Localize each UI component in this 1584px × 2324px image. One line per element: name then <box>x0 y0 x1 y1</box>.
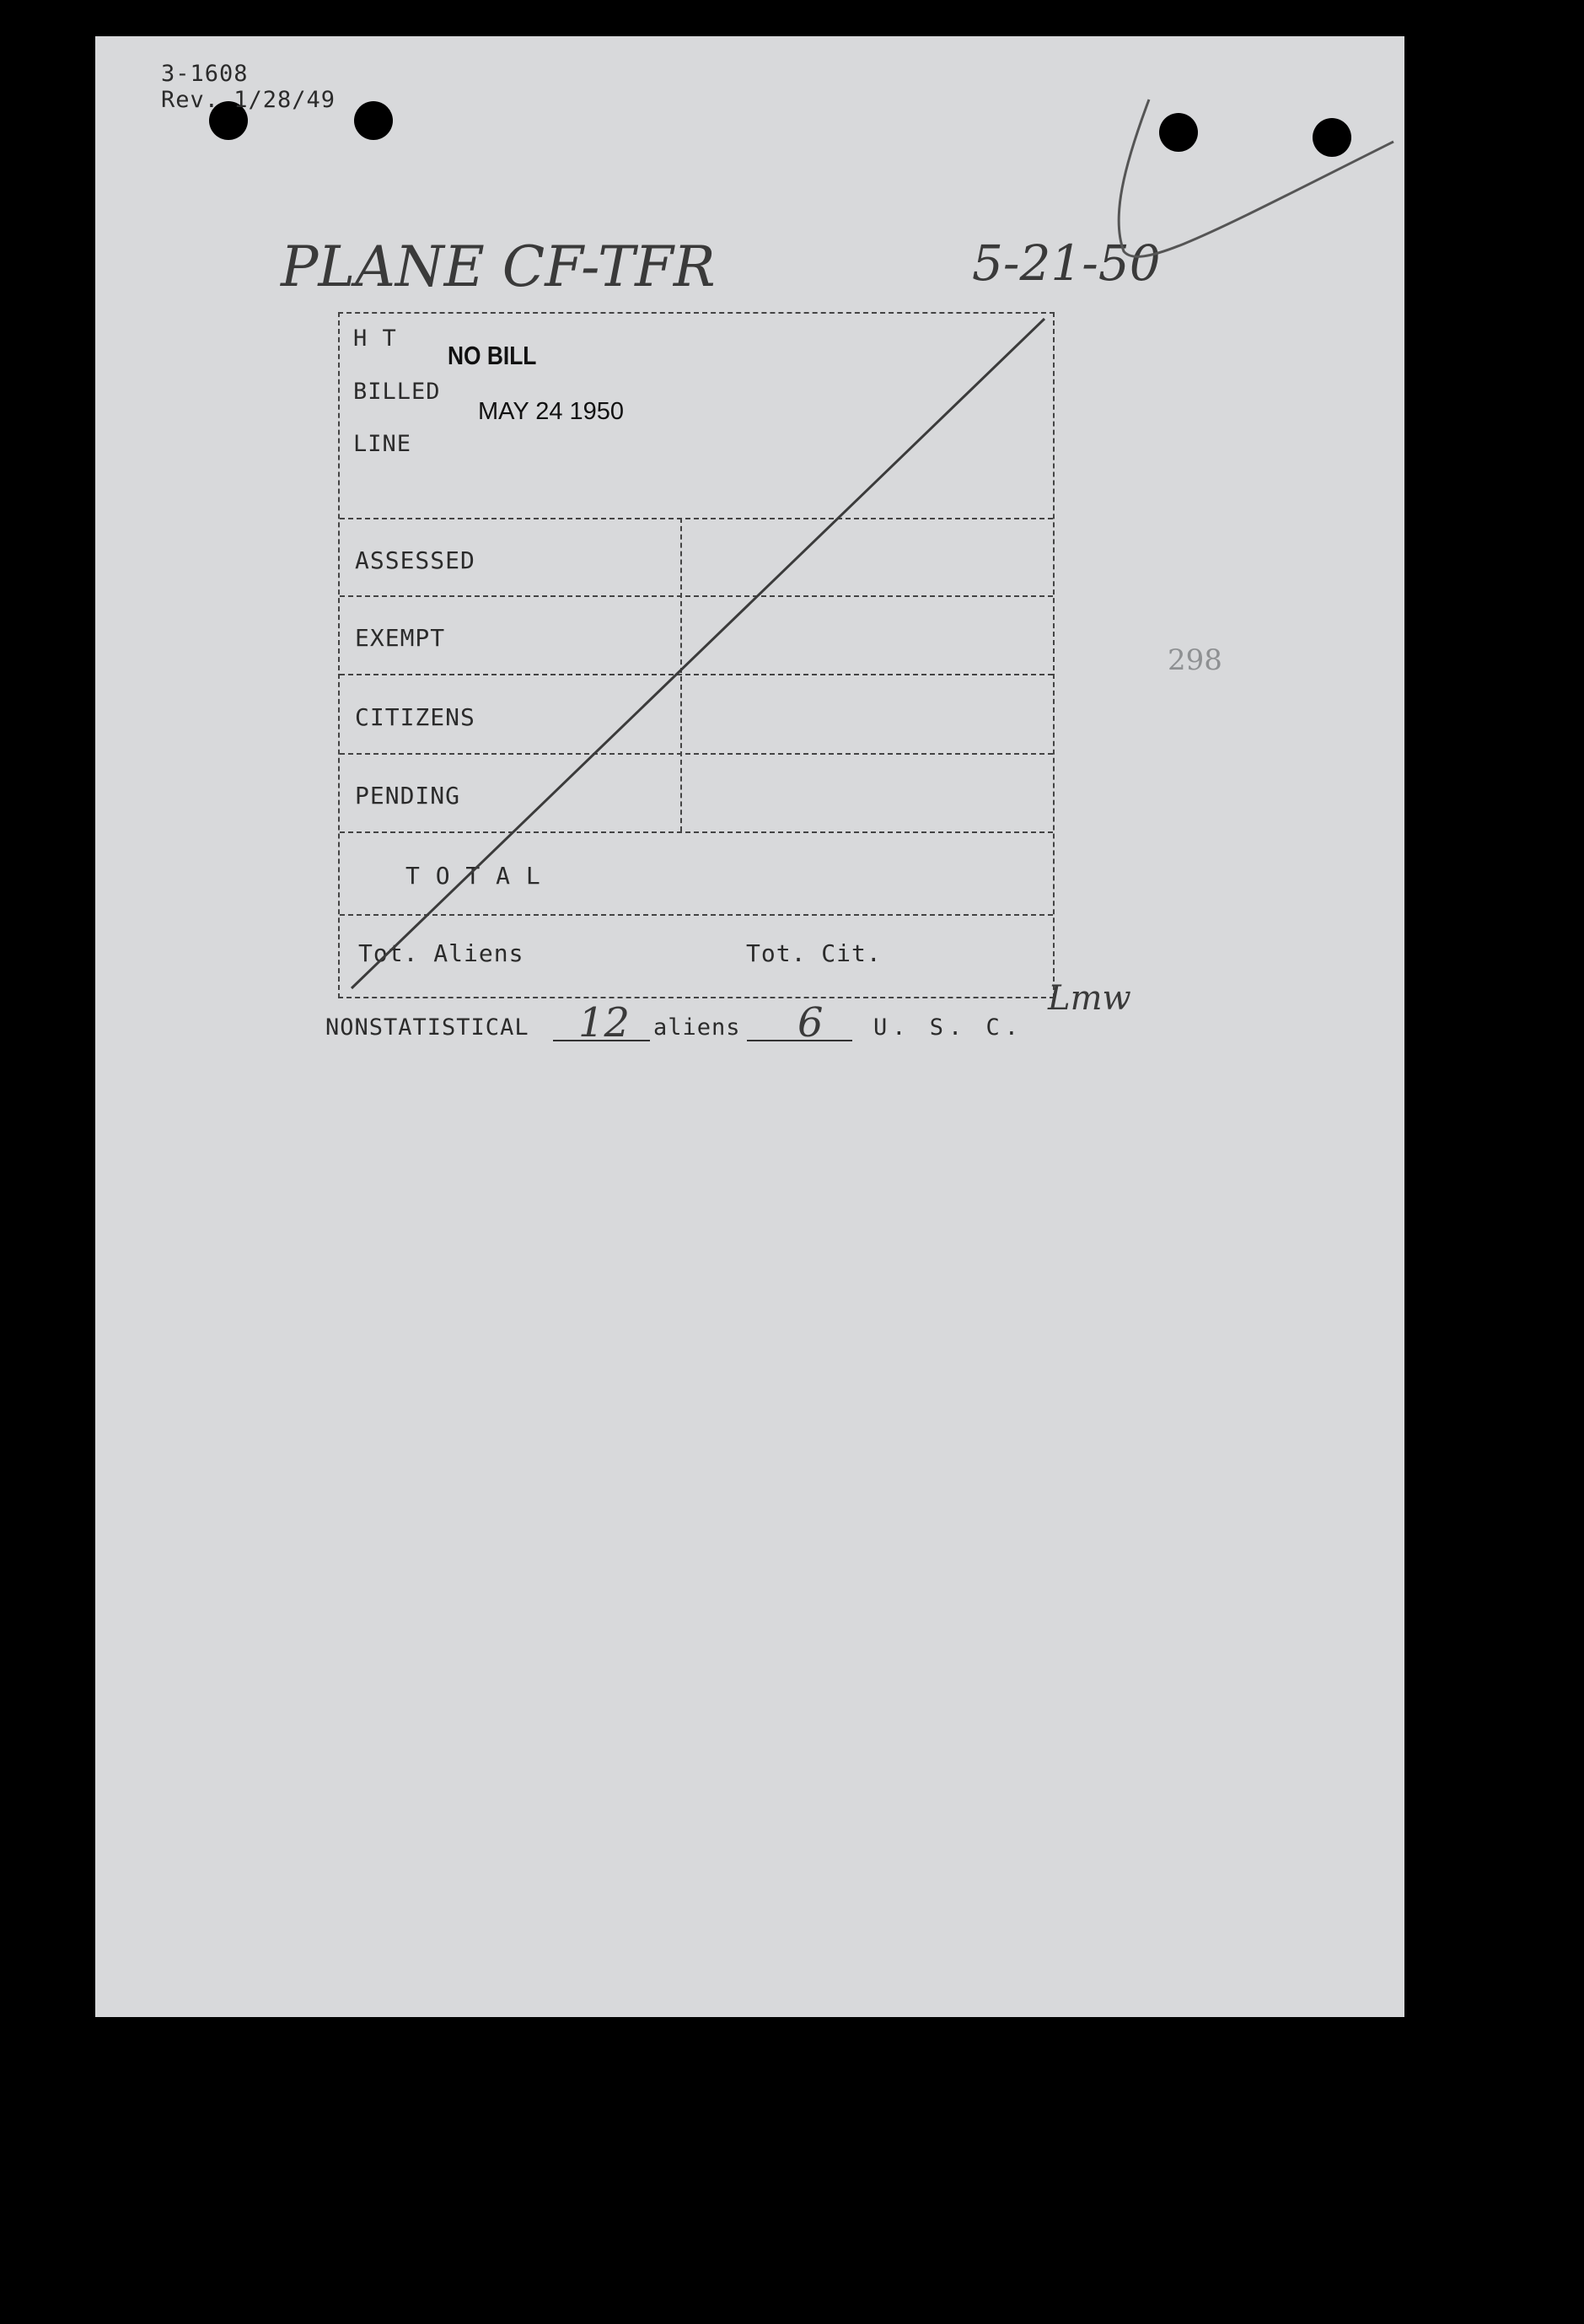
handwritten-initials: Lmw <box>1048 979 1131 1018</box>
handwritten-heading: PLANE CF-TFR <box>281 234 716 299</box>
check-mark-icon <box>1107 83 1410 277</box>
punch-hole-left-2 <box>354 101 393 140</box>
no-bill-stamp: NO BILL <box>448 341 537 370</box>
nonstatistical-line <box>325 999 1084 1050</box>
aliens-word: aliens <box>653 1014 741 1041</box>
form-revision: Rev. 1/28/49 <box>161 87 336 113</box>
page-number: 298 <box>1168 643 1222 677</box>
total-citizens-label: Tot. Cit. <box>746 939 882 967</box>
form-number: 3-1608 <box>161 61 249 87</box>
aliens-count: 12 <box>578 999 631 1046</box>
total-aliens-label: Tot. Aliens <box>358 939 524 967</box>
form-table <box>338 312 1055 998</box>
line-label: LINE <box>353 431 412 457</box>
row-exempt-label: EXEMPT <box>355 624 446 652</box>
total-label: T O T A L <box>405 862 541 890</box>
handwritten-date: 5-21-50 <box>972 234 1161 292</box>
nonstatistical-prefix: NONSTATISTICAL <box>325 1014 529 1041</box>
row-pending-label: PENDING <box>355 782 461 810</box>
billed-label: BILLED <box>353 379 441 405</box>
stamp-date: MAY 24 1950 <box>478 398 625 425</box>
strike-through-line <box>340 314 1053 997</box>
row-citizens-label: CITIZENS <box>355 703 475 731</box>
ht-label: H T <box>353 325 397 352</box>
row-assessed-label: ASSESSED <box>355 546 475 574</box>
citizens-count: 6 <box>797 999 824 1046</box>
document-page <box>95 36 1404 2017</box>
usc-label: U. S. C. <box>873 1014 1024 1041</box>
